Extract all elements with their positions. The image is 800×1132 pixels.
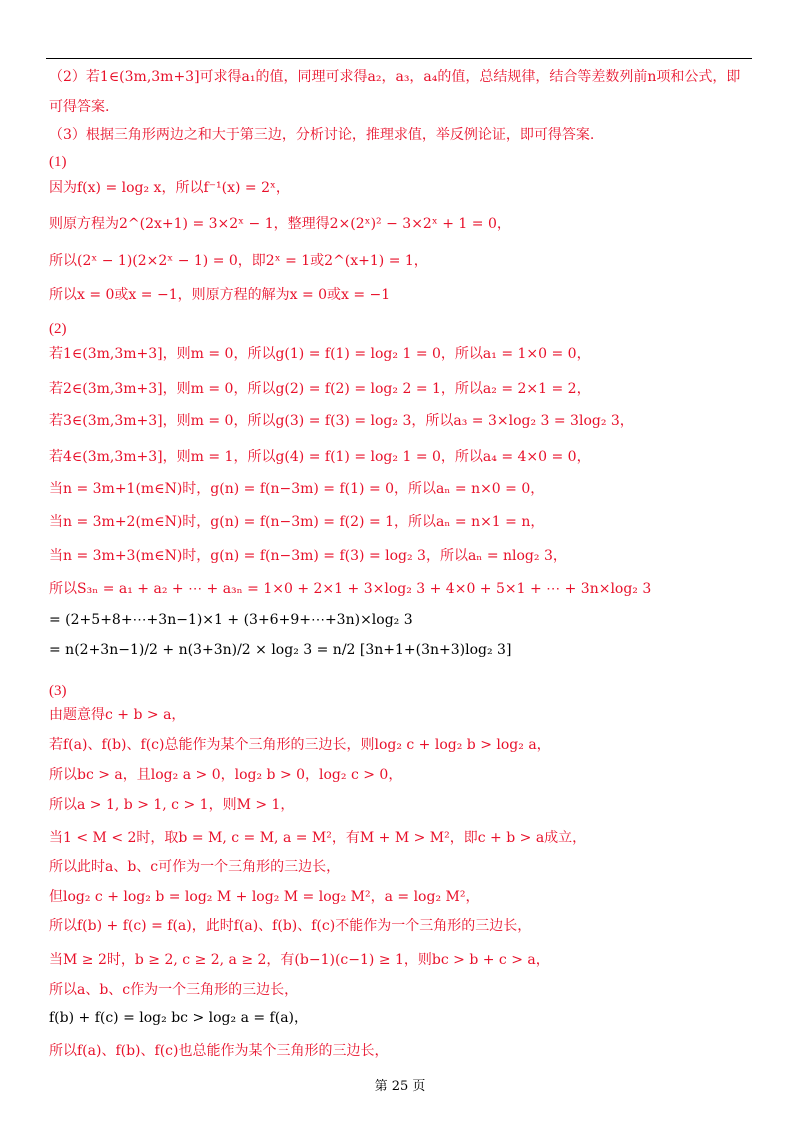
text-line: 当n = 3m+1(m∈N)时，g(n) = f(n−3m) = f(1) = 0，所以aₙ = n×0 = 0， [49,481,545,497]
text-line: 若4∈(3m,3m+3]，则m = 1，所以g(4) = f(1) = log₂ 1 = 0，所以a₄ = 4×0 = 0， [49,449,591,465]
text-line: 所以此时a、b、c可作为一个三角形的三边长， [49,859,341,875]
text-line: 若1∈(3m,3m+3]，则m = 0，所以g(1) = f(1) = log₂ 1 = 0，所以a₁ = 1×0 = 0， [49,346,591,362]
text-line: 当M ≥ 2时，b ≥ 2, c ≥ 2, a ≥ 2，有(b−1)(c−1) ≥ 1，则bc > b + c > a， [49,952,550,968]
text-line: 可得答案. [49,99,110,115]
text-line: 所以a > 1, b > 1, c > 1，则M > 1， [49,797,295,813]
page-number: 第 25 页 [374,1079,426,1094]
part-label: (3) [49,683,67,699]
text-line: 当n = 3m+3(m∈N)时，g(n) = f(n−3m) = f(3) = log₂ 3，所以aₙ = nlog₂ 3， [49,548,567,564]
text-line: 所以f(a)、f(b)、f(c)也总能作为某个三角形的三边长， [49,1043,389,1059]
top-rule [46,58,752,59]
text-line: 当1 < M < 2时，取b = M, c = M, a = M²，有M + M > M²，即c + b > a成立， [49,830,587,846]
text-line: 则原方程为2^(2x+1) = 3×2ˣ − 1，整理得2×(2ˣ)² − 3×2ˣ + 1 = 0， [49,216,511,232]
text-line: 所以(2ˣ − 1)(2×2ˣ − 1) = 0，即2ˣ = 1或2^(x+1) = 1， [49,253,428,269]
text-line: 当n = 3m+2(m∈N)时，g(n) = f(n−3m) = f(2) = 1，所以aₙ = n×1 = n， [49,514,545,530]
text-line: 若f(a)、f(b)、f(c)总能作为某个三角形的三边长，则log₂ c + log₂ b > log₂ a， [49,737,551,753]
part-label: (1) [49,154,67,170]
text-line: （3）根据三角形两边之和大于第三边，分析讨论，推理求值，举反例论证，即可得答案. [49,127,595,143]
text-line: 所以S₃ₙ = a₁ + a₂ + ⋯ + a₃ₙ = 1×0 + 2×1 + 3×log₂ 3 + 4×0 + 5×1 + ⋯ + 3n×log₂ 3 [49,581,652,597]
text-line: f(b) + f(c) = log₂ bc > log₂ a = f(a)， [49,1010,308,1026]
text-line: 所以bc > a，且log₂ a > 0，log₂ b > 0，log₂ c > 0， [49,767,403,783]
text-line: 所以x = 0或x = −1，则原方程的解为x = 0或x = −1 [49,287,391,303]
part-label: (2) [49,321,67,337]
text-line: = n(2+3n−1)/2 + n(3+3n)/2 × log₂ 3 = n/2 [3n+1+(3n+3)log₂ 3] [49,642,512,658]
text-line: 所以f(b) + f(c) = f(a)，此时f(a)、f(b)、f(c)不能作为一个三角形的三边长， [49,918,532,934]
text-line: = (2+5+8+⋯+3n−1)×1 + (3+6+9+⋯+3n)×log₂ 3 [49,612,413,628]
text-line: 但log₂ c + log₂ b = log₂ M + log₂ M = log₂ M²，a = log₂ M²， [49,889,480,905]
text-line: 因为f(x) = log₂ x，所以f⁻¹(x) = 2ˣ， [49,180,290,196]
text-line: 所以a、b、c作为一个三角形的三边长， [49,982,299,998]
text-line: 若3∈(3m,3m+3]，则m = 0，所以g(3) = f(3) = log₂ 3，所以a₃ = 3×log₂ 3 = 3log₂ 3， [49,413,634,429]
text-line: 若2∈(3m,3m+3]，则m = 0，所以g(2) = f(2) = log₂ 2 = 1，所以a₂ = 2×1 = 2， [49,381,591,397]
text-line: （2）若1∈(3m,3m+3]可求得a₁的值，同理可求得a₂，a₃，a₄的值，总结规律，结合等差数列前n项和公式，即 [49,69,741,85]
text-line: 由题意得c + b > a， [49,707,186,723]
